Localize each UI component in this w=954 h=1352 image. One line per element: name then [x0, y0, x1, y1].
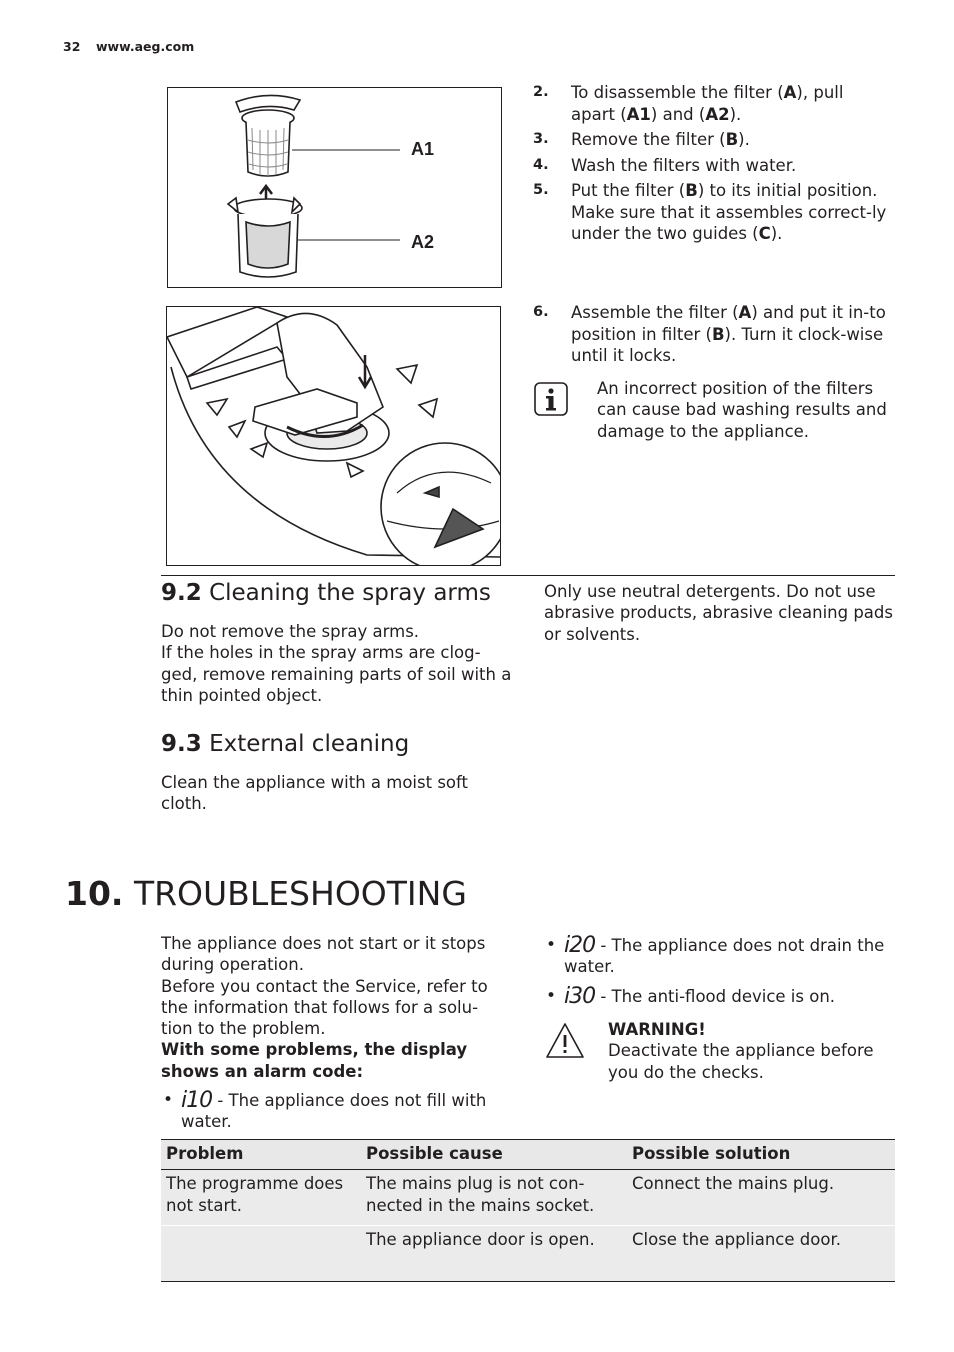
- intro-line1: The appliance does not start or it stops during operation.: [161, 934, 486, 975]
- step-number: 6.: [533, 304, 549, 320]
- cell-problem: [161, 1226, 361, 1282]
- step-number: 5.: [533, 182, 549, 198]
- cell-cause: The mains plug is not con-nected in the mains socket.: [361, 1170, 627, 1226]
- filter-illustration: [168, 88, 501, 287]
- info-icon: [534, 382, 568, 416]
- alarm-item-i30: • i30 - The anti-flood device is on.: [546, 983, 836, 1009]
- section-9-2-number: 9.2: [161, 580, 202, 606]
- hand-filter-illustration: [167, 307, 500, 565]
- step-item: [533, 180, 888, 245]
- step-text: Assemble the filter (A) and put it in-to position in filter (B). Turn it clock-wise until it locks.: [571, 303, 886, 365]
- chapter-10-heading: [65, 874, 765, 913]
- cell-problem: The programme does not start.: [161, 1170, 361, 1226]
- step-item: [533, 302, 888, 367]
- alarm-item-i10: • i10 - The appliance does not fill with water.: [163, 1088, 487, 1132]
- troubleshooting-intro: [161, 933, 506, 1133]
- chapter-10-title: TROUBLESHOOTING: [133, 874, 467, 913]
- warning-icon: [545, 1022, 585, 1060]
- header-problem: Problem: [161, 1140, 361, 1170]
- alarm-text-i30: - The anti-flood device is on.: [595, 986, 836, 1006]
- table-header-row: [161, 1140, 895, 1170]
- section-divider: [161, 575, 895, 576]
- page-number: 32: [63, 39, 81, 54]
- warning-title: WARNING!: [608, 1020, 706, 1039]
- label-a1: A1: [411, 139, 435, 159]
- section-9-3-title: External cleaning: [209, 731, 410, 757]
- warning-text: Deactivate the appliance before you do the checks.: [608, 1041, 874, 1082]
- intro-line2: Before you contact the Service, refer to the information that follows for a solu-tion to the problem.: [161, 976, 488, 1039]
- chapter-10-number: 10.: [65, 874, 124, 913]
- section-9-3-number: 9.3: [161, 731, 202, 757]
- step-6: [533, 302, 888, 371]
- section-9-2-line1: Do not remove the spray arms.: [161, 622, 420, 641]
- filter-assembly-figure: [166, 306, 501, 566]
- header-possible-solution: Possible solution: [627, 1140, 895, 1170]
- detergent-note: Only use neutral detergents. Do not use abrasive products, abrasive cleaning pads or solvents.: [544, 582, 893, 644]
- step-number: 4.: [533, 156, 549, 173]
- table-row: [161, 1226, 895, 1282]
- alarm-code-intro: With some problems, the display shows an alarm code:: [161, 1040, 468, 1081]
- step-number: 2.: [533, 84, 549, 100]
- troubleshooting-table: [161, 1139, 895, 1282]
- step-number: 3.: [533, 131, 549, 147]
- section-9-2-heading: [161, 580, 521, 606]
- cell-solution: Connect the mains plug.: [627, 1170, 895, 1226]
- alarm-text-i20: - The appliance does not drain the water.: [564, 936, 885, 977]
- warning-block: [608, 1019, 893, 1083]
- step-text: Put the filter (B) to its initial position. Make sure that it assembles correct-ly under the two guides (C).: [571, 181, 887, 243]
- alarm-list-right: [544, 935, 894, 1007]
- step-text: Wash the filters with water.: [571, 155, 797, 175]
- table-row: [161, 1170, 895, 1226]
- info-note-text: An incorrect position of the filters can cause bad washing results and damage to the appliance.: [597, 379, 887, 441]
- step-item: [533, 129, 888, 151]
- alarm-code-i20: i20: [564, 933, 596, 958]
- filter-steps-list: [533, 82, 888, 249]
- section-9-2-line2: If the holes in the spray arms are clog-ged, remove remaining parts of soil with a thin pointed object.: [161, 643, 512, 705]
- step-text: To disassemble the filter (A), pull apart (A1) and (A2).: [571, 83, 844, 124]
- step-item: [533, 155, 888, 177]
- alarm-item-i20: • i20 - The appliance does not drain the water.: [546, 933, 885, 977]
- alarm-code-i30: i30: [564, 983, 596, 1009]
- step-item: [533, 82, 888, 125]
- header-possible-cause: Possible cause: [361, 1140, 627, 1170]
- label-a2: A2: [411, 232, 435, 252]
- alarm-code-i10: i10: [181, 1088, 213, 1114]
- cell-cause: The appliance door is open.: [361, 1226, 627, 1282]
- section-9-2-title: Cleaning the spray arms: [209, 580, 491, 606]
- section-9-2-text: [161, 621, 513, 706]
- cell-solution: Close the appliance door.: [627, 1226, 895, 1282]
- step-text: Remove the filter (B).: [571, 130, 750, 149]
- filter-disassembly-figure: [167, 87, 502, 288]
- alarm-text-i10: - The appliance does not fill with water.: [181, 1091, 487, 1132]
- section-9-3-heading: [161, 731, 521, 757]
- website-url: www.aeg.com: [96, 39, 195, 54]
- section-9-3-text: Clean the appliance with a moist soft cloth.: [161, 773, 469, 814]
